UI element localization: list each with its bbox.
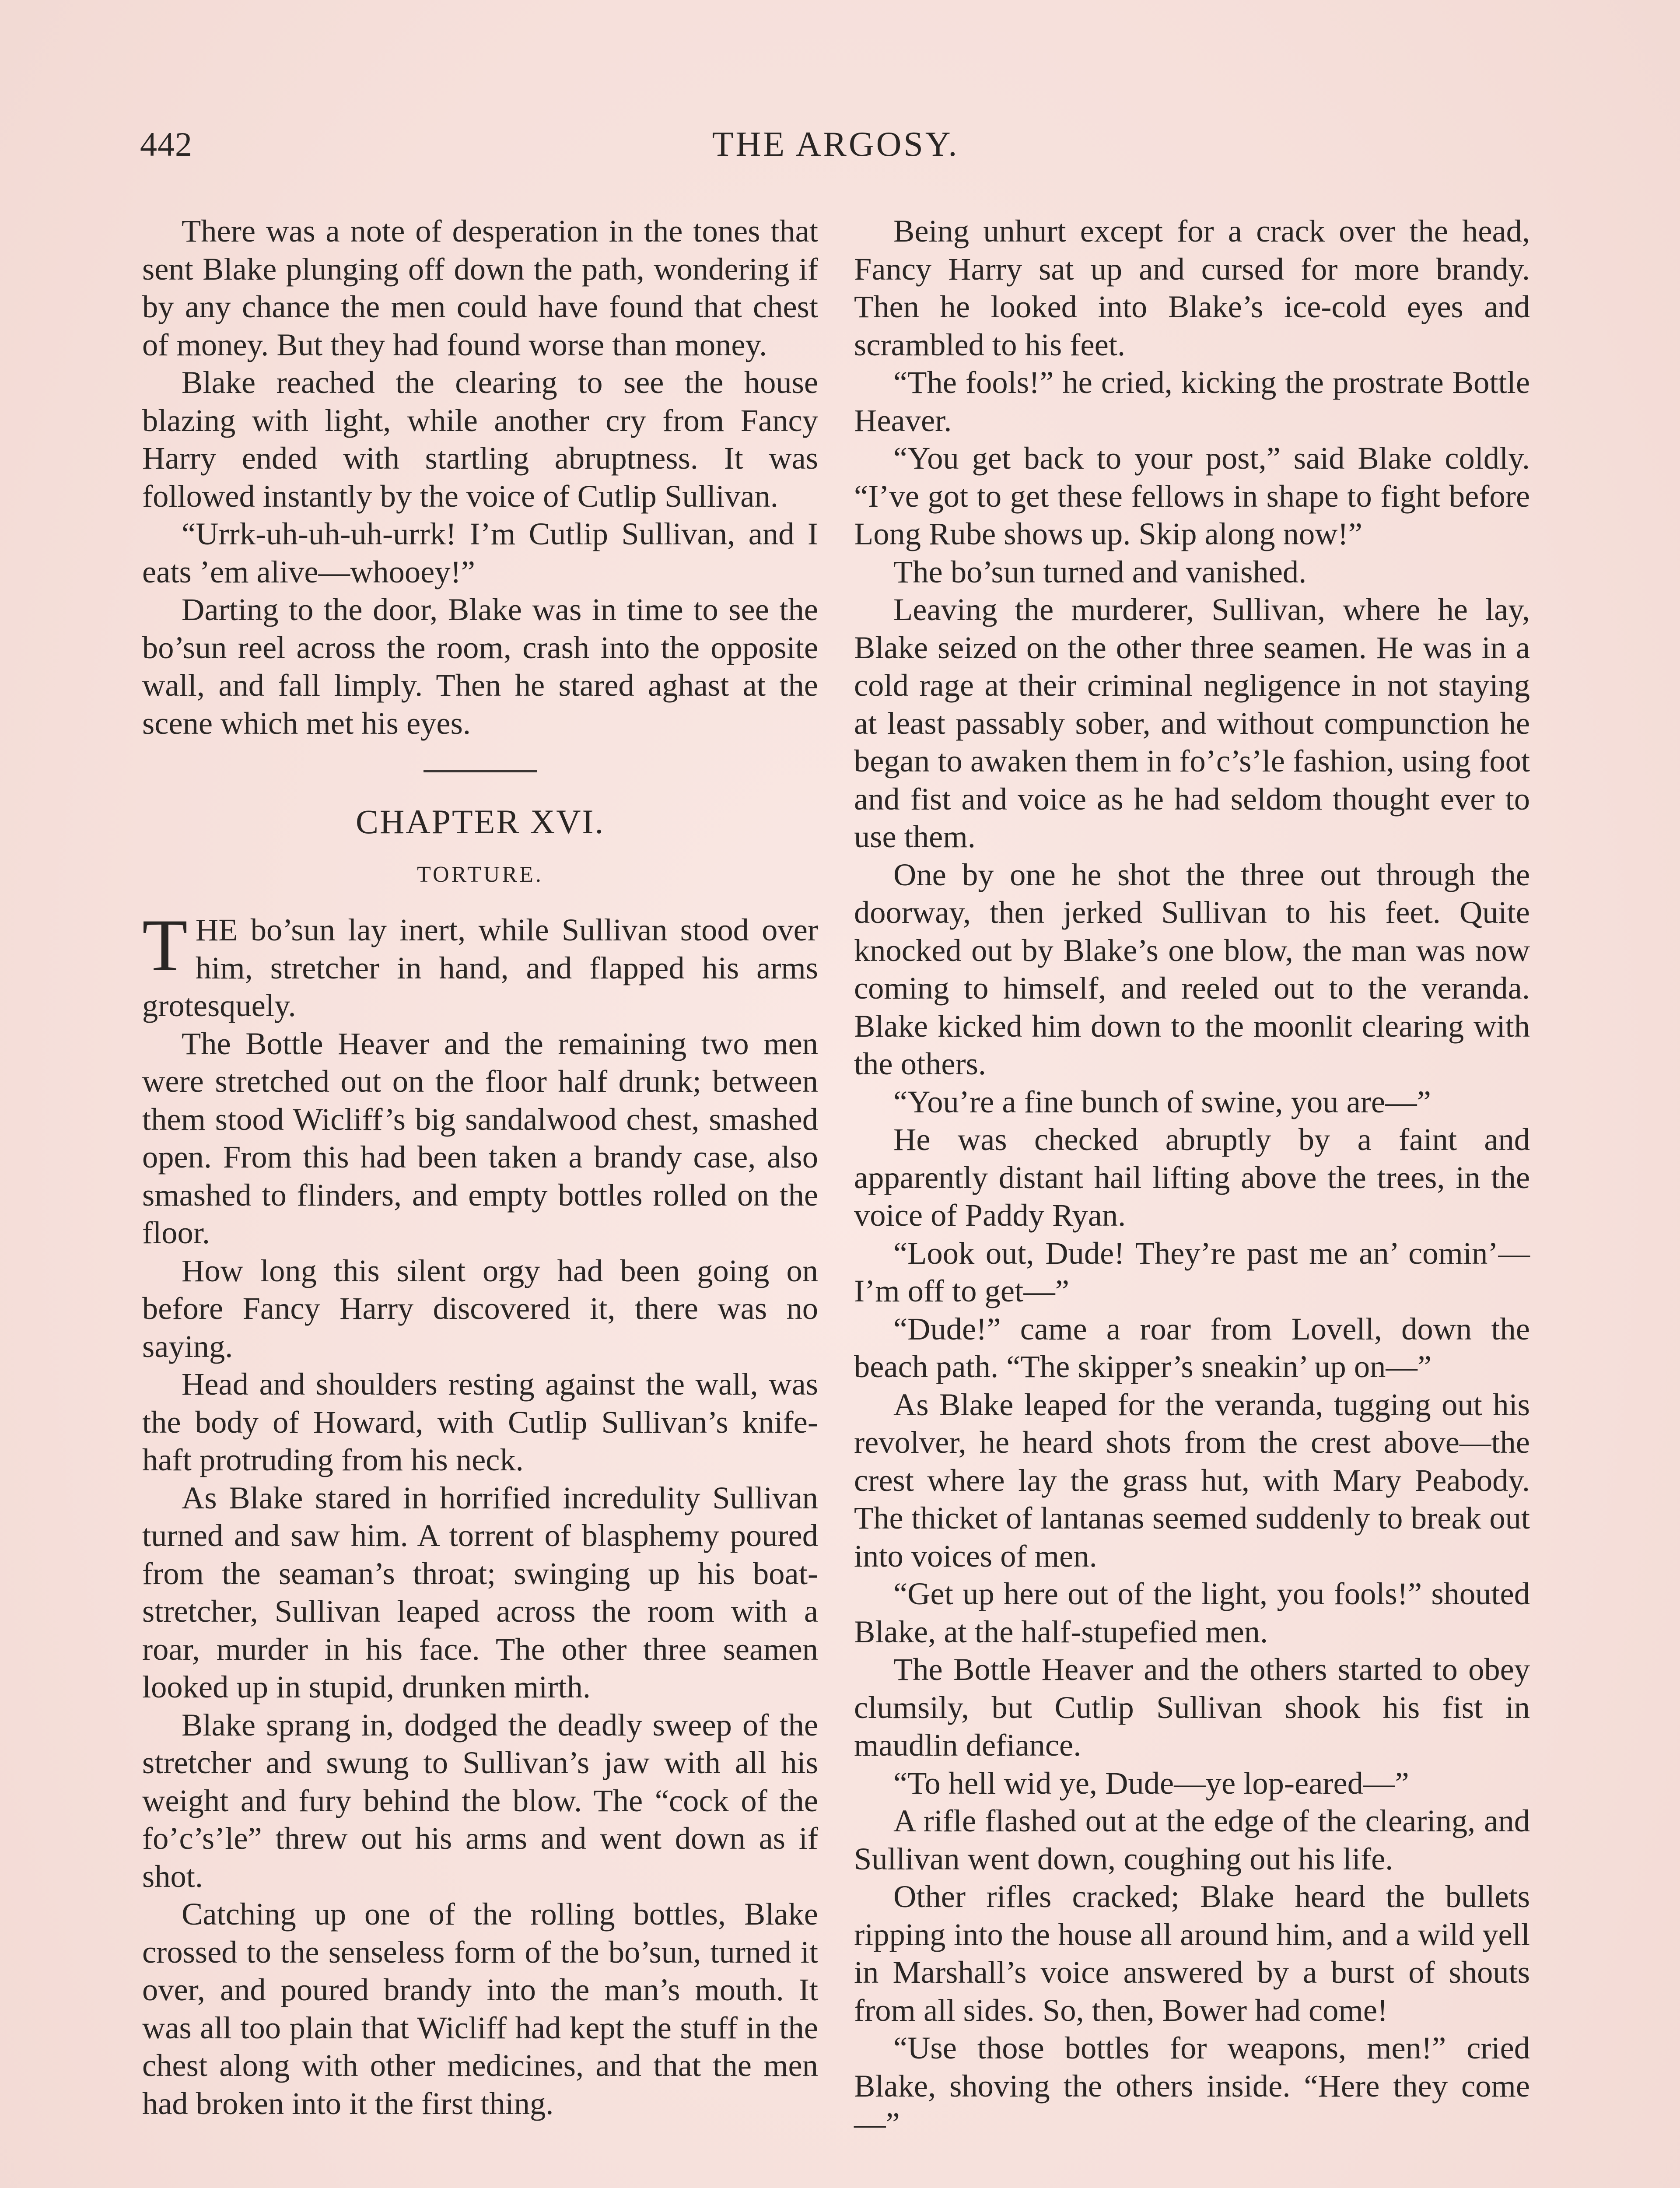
opening-text: HE bo’sun lay inert, while Sullivan stood over him, stretcher in hand, and flapped his arms grotesquely. [142, 912, 818, 1023]
section-divider [424, 770, 537, 772]
paragraph: “Urrk-uh-uh-uh-urrk! I’m Cutlip Sullivan, and I eats ’em alive—whooey!” [142, 516, 818, 589]
paragraph: “Look out, Dude! They’re past me an’ comin’—I’m off to get—” [854, 1235, 1530, 1308]
paragraph: There was a note of desperation in the tones that sent Blake plunging off down the path, wondering if by any chance the men could have found that chest of money. But they had found worse than money. [142, 213, 818, 362]
paragraph: “To hell wid ye, Dude—ye lop-eared—” [893, 1765, 1409, 1801]
paragraph: The Bottle Heaver and the remaining two men were stretched out on the floor half drunk; between them stood Wicliff’s big sandalwood chest, smashed open. From this had been taken a brandy case, also smashed to flinders, and empty bottles rolled on the floor. [142, 1025, 818, 1250]
chapter-title: CHAPTER XVI. [355, 803, 605, 841]
paragraph: He was checked abruptly by a faint and apparently distant hail lifting above the trees, in the voice of Paddy Ryan. [854, 1122, 1530, 1233]
paragraph: As Blake leaped for the veranda, tugging out his revolver, he heard shots from the crest above—the crest where lay the grass hut, with Mary Peabody. The thicket of lantanas seemed suddenly to break out into voices of men. [854, 1386, 1530, 1574]
paragraph: “Use those bottles for weapons, men!” cried Blake, shoving the others inside. “Here they come—” [854, 2030, 1530, 2141]
right-column [854, 212, 1530, 2143]
paragraph: Blake reached the clearing to see the house blazing with light, while another cry from Fancy Harry ended with startling abruptness. It was followed instantly by the voice of Cutlip Sullivan. [142, 365, 818, 514]
paragraph: One by one he shot the three out through the doorway, then jerked Sullivan to his feet. Quite knocked out by Blake’s one blow, the man was now coming to himself, and reeled out to the veranda. Blake kicked him down to the moonlit clearing with the others. [854, 856, 1530, 1081]
running-title: THE ARGOSY. [712, 125, 959, 164]
paragraph: “The fools!” he cried, kicking the prostrate Bottle Heaver. [854, 365, 1530, 438]
paragraph: How long this silent orgy had been going on before Fancy Harry discovered it, there was no saying. [142, 1252, 818, 1364]
paragraph: Darting to the door, Blake was in time to see the bo’sun reel across the room, crash into the opposite wall, and fall limply. Then he stared aghast at the scene which met his eyes. [142, 592, 818, 741]
paragraph: “Get up here out of the light, you fools!” shouted Blake, at the half-stupefied men. [854, 1576, 1530, 1649]
paragraph: The bo’sun turned and vanished. [893, 554, 1307, 589]
page-number: 442 [140, 125, 192, 163]
paragraph: A rifle flashed out at the edge of the clearing, and Sullivan went down, coughing out his life. [854, 1803, 1530, 1876]
paragraph: “Dude!” came a roar from Lovell, down the beach path. “The skipper’s sneakin’ up on—” [854, 1311, 1530, 1384]
paragraph: As Blake stared in horrified incredulity Sullivan turned and saw him. A torrent of blasphemy poured from the seaman’s throat; swinging up his boat-stretcher, Sullivan leaped across the room with a roar, murder in his face. The other three seamen looked up in stupid, drunken mirth. [142, 1480, 818, 1704]
paragraph: Head and shoulders resting against the wall, was the body of Howard, with Cutlip Sullivan’s knife-haft protruding from his neck. [142, 1366, 818, 1477]
paragraph: The Bottle Heaver and the others started to obey clumsily, but Cutlip Sullivan shook his fist in maudlin defiance. [854, 1652, 1530, 1763]
paragraph: Being unhurt except for a crack over the head, Fancy Harry sat up and cursed for more brandy. Then he looked into Blake’s ice-cold eyes and scrambled to his feet. [854, 213, 1530, 362]
left-column [142, 212, 818, 2122]
paragraph: Other rifles cracked; Blake heard the bullets ripping into the house all around him, and a wild yell in Marshall’s voice answered by a burst of shouts from all sides. So, then, Bower had come! [854, 1879, 1530, 2028]
paragraph: Blake sprang in, dodged the deadly sweep of the stretcher and swung to Sullivan’s jaw with all his weight and fury behind the blow. The “cock of the fo’c’s’le” threw out his arms and went down as if shot. [142, 1707, 818, 1894]
chapter-opening-paragraph [142, 904, 818, 1025]
chapter-subtitle: TORTURE. [417, 862, 543, 887]
paragraph: Catching up one of the rolling bottles, Blake crossed to the senseless form of the bo’sun, turned it over, and poured brandy into the man’s mouth. It was all too plain that Wicliff had kept the stuff in the chest along with other medicines, and that the men had broken into it the first thing. [142, 1896, 818, 2121]
drop-cap: T [142, 904, 188, 986]
paragraph: Leaving the murderer, Sullivan, where he lay, Blake seized on the other three seamen. He was in a cold rage at their criminal negligence in not staying at least passably sober, and without compunction he began to awaken them in fo’c’s’le fashion, using foot and fist and voice as he had seldom thought ever to use them. [854, 592, 1530, 854]
paragraph: “You’re a fine bunch of swine, you are—” [893, 1083, 1431, 1119]
paragraph: “You get back to your post,” said Blake coldly. “I’ve got to get these fellows in shape to fight before Long Rube shows up. Skip along now!” [854, 440, 1530, 551]
page-header [140, 125, 1531, 186]
